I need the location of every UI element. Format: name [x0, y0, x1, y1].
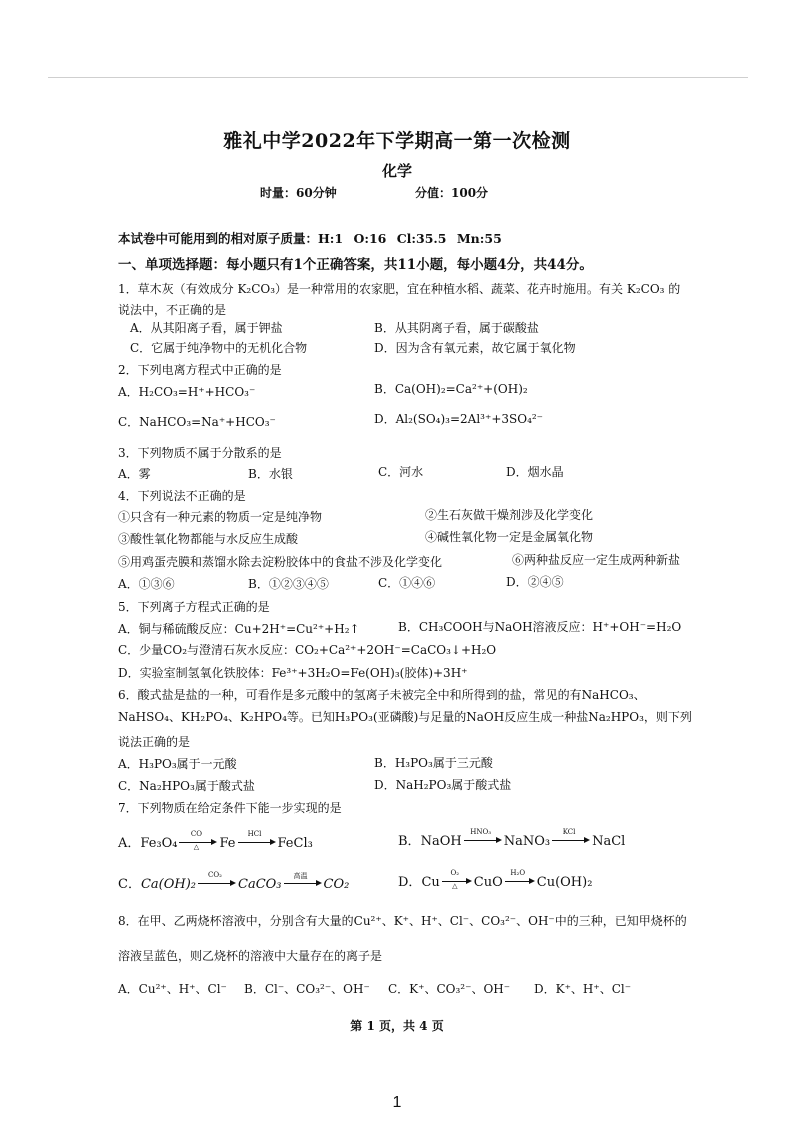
q7-b-substance-2: NaNO₃	[503, 834, 551, 849]
q7-c-substance-3: CO₂	[323, 877, 350, 892]
q5-option-c: C．少量CO₂与澄清石灰水反应：CO₂+Ca²⁺+2OH⁻=CaCO₃↓+H₂O	[118, 643, 497, 657]
reaction-arrow: HCl	[238, 836, 276, 848]
reaction-arrow: 高温	[284, 877, 322, 889]
q8-stem-line1: 8．在甲、乙两烧杯溶液中，分别含有大量的Cu²⁺、K⁺、H⁺、Cl⁻、CO₃²⁻、OH⁻中的三种，已知甲烧杯的	[118, 914, 687, 928]
q4-option-b: B．①②③④⑤	[248, 577, 329, 591]
q3-option-b: B．水银	[248, 467, 293, 481]
q4-statement-4: ④碱性氧化物一定是金属氧化物	[425, 530, 594, 544]
q6-stem-line3: 说法正确的是	[118, 735, 191, 749]
q6-stem-line2: NaHSO₄、KH₂PO₄、K₂HPO₄等。已知H₃PO₃(亚磷酸)与足量的NaOH反应生成一种盐Na₂HPO₃，则下列	[118, 710, 692, 724]
q2-option-a: A．H₂CO₃=H⁺+HCO₃⁻	[118, 385, 256, 399]
q4-statement-6: ⑥两种盐反应一定生成两种新盐	[512, 553, 681, 567]
reaction-arrow: CO₂	[198, 877, 236, 889]
q1-option-c: C．它属于纯净物中的无机化合物	[130, 341, 308, 355]
q4-option-d: D．②④⑤	[506, 575, 564, 589]
q7-d-substance-3: Cu(OH)₂	[536, 875, 593, 890]
q6-option-c: C．Na₂HPO₃属于酸式盐	[118, 779, 255, 793]
q7-a-substance-3: FeCl₃	[277, 836, 313, 851]
q2-option-d: D．Al₂(SO₄)₃=2Al³⁺+3SO₄²⁻	[374, 412, 544, 426]
reaction-arrow: H₂O	[505, 875, 535, 887]
exam-title: 雅礼中学2022年下学期高一第一次检测	[223, 130, 571, 152]
q2-option-b: B．Ca(OH)₂=Ca²⁺+(OH)₂	[374, 382, 528, 396]
q8-option-a: A．Cu²⁺、H⁺、Cl⁻	[118, 982, 227, 996]
q1-stem-line1: 1．草木灰（有效成分 K₂CO₃）是一种常用的农家肥，宜在种植水稻、蔬菜、花卉时施用。有关 K₂CO₃ 的	[118, 282, 681, 296]
q3-stem: 3．下列物质不属于分散系的是	[118, 446, 282, 460]
q4-stem: 4．下列说法不正确的是	[118, 489, 246, 503]
q8-stem-line2: 溶液呈蓝色，则乙烧杯的溶液中大量存在的离子是	[118, 949, 383, 963]
q7-d-substance-1: Cu	[421, 875, 440, 890]
q1-stem-line2: 说法中，不正确的是	[118, 303, 227, 317]
time-label: 时量：60分钟	[260, 186, 337, 200]
section-heading: 一、单项选择题：每小题只有1个正确答案，共11小题，每小题4分，共44分。	[118, 257, 593, 273]
q7-c-substance-2: CaCO₃	[238, 877, 282, 892]
q7-b-substance-3: NaCl	[592, 834, 626, 849]
q6-stem-line1: 6．酸式盐是盐的一种，可看作是多元酸中的氢离子未被完全中和所得到的盐，常见的有NaHCO₃、	[118, 688, 646, 702]
q3-option-d: D．烟水晶	[506, 465, 564, 479]
q7-c-label: C．	[118, 877, 141, 892]
q8-option-d: D．K⁺、H⁺、Cl⁻	[534, 982, 632, 996]
q7-a-substance-2: Fe	[219, 836, 236, 851]
atomic-mass-line: 本试卷中可能用到的相对原子质量：H:1 O:16 Cl:35.5 Mn:55	[118, 231, 502, 246]
q1-option-a: A．从其阳离子看，属于钾盐	[130, 321, 283, 335]
q6-option-d: D．NaH₂PO₃属于酸式盐	[374, 778, 512, 792]
q4-statement-2: ②生石灰做干燥剂涉及化学变化	[425, 508, 594, 522]
q8-option-b: B．Cl⁻、CO₃²⁻、OH⁻	[244, 982, 370, 996]
q2-option-c: C．NaHCO₃=Na⁺+HCO₃⁻	[118, 415, 276, 429]
q7-d-label: D．	[398, 875, 422, 890]
reaction-arrow: KCl	[552, 834, 590, 846]
q4-statement-3: ③酸性氧化物都能与水反应生成酸	[118, 532, 299, 546]
q6-option-b: B．H₃PO₃属于三元酸	[374, 756, 493, 770]
q5-stem: 5．下列离子方程式正确的是	[118, 600, 270, 614]
q4-statement-5: ⑤用鸡蛋壳膜和蒸馏水除去淀粉胶体中的食盐不涉及化学变化	[118, 555, 443, 569]
q3-option-a: A．雾	[118, 467, 151, 481]
q7-b-label: B．	[398, 834, 421, 849]
q6-option-a: A．H₃PO₃属于一元酸	[118, 757, 237, 771]
reaction-arrow: CO △	[179, 836, 217, 848]
q1-option-d: D．因为含有氧元素，故它属于氧化物	[374, 341, 576, 355]
q5-option-a: A．铜与稀硫酸反应：Cu+2H⁺=Cu²⁺+H₂↑	[118, 622, 360, 636]
page-footer: 第 1 页，共 4 页	[350, 1019, 444, 1033]
q7-d-substance-2: CuO	[473, 875, 503, 890]
q7-a-substance-1: Fe₃O₄	[140, 836, 178, 851]
reaction-arrow: HNO₃	[464, 834, 502, 846]
q7-option-a	[118, 832, 313, 851]
page-number: 1	[392, 1094, 402, 1111]
q3-option-c: C．河水	[378, 465, 424, 479]
exam-subject: 化学	[381, 162, 412, 180]
reaction-arrow: O₂ △	[442, 875, 472, 887]
q5-option-d: D．实验室制氢氧化铁胶体：Fe³⁺+3H₂O=Fe(OH)₃(胶体)+3H⁺	[118, 666, 468, 680]
q5-option-b: B．CH₃COOH与NaOH溶液反应：H⁺+OH⁻=H₂O	[398, 620, 682, 634]
q7-c-substance-1: Ca(OH)₂	[140, 877, 196, 892]
q7-b-substance-1: NaOH	[420, 834, 462, 849]
q2-stem: 2．下列电离方程式中正确的是	[118, 363, 282, 377]
q4-option-c: C．①④⑥	[378, 576, 436, 590]
q8-option-c: C．K⁺、CO₃²⁻、OH⁻	[388, 982, 511, 996]
q4-statement-1: ①只含有一种元素的物质一定是纯净物	[118, 510, 323, 524]
q7-a-label: A．	[118, 836, 141, 851]
q7-stem: 7．下列物质在给定条件下能一步实现的是	[118, 801, 342, 815]
q4-option-a: A．①③⑥	[118, 577, 175, 591]
q7-option-c	[118, 873, 349, 892]
score-label: 分值：100分	[415, 186, 489, 200]
q7-option-d	[398, 871, 592, 890]
q7-option-b	[398, 830, 625, 849]
q1-option-b: B．从其阴离子看，属于碳酸盐	[374, 321, 539, 335]
top-divider	[48, 77, 748, 78]
